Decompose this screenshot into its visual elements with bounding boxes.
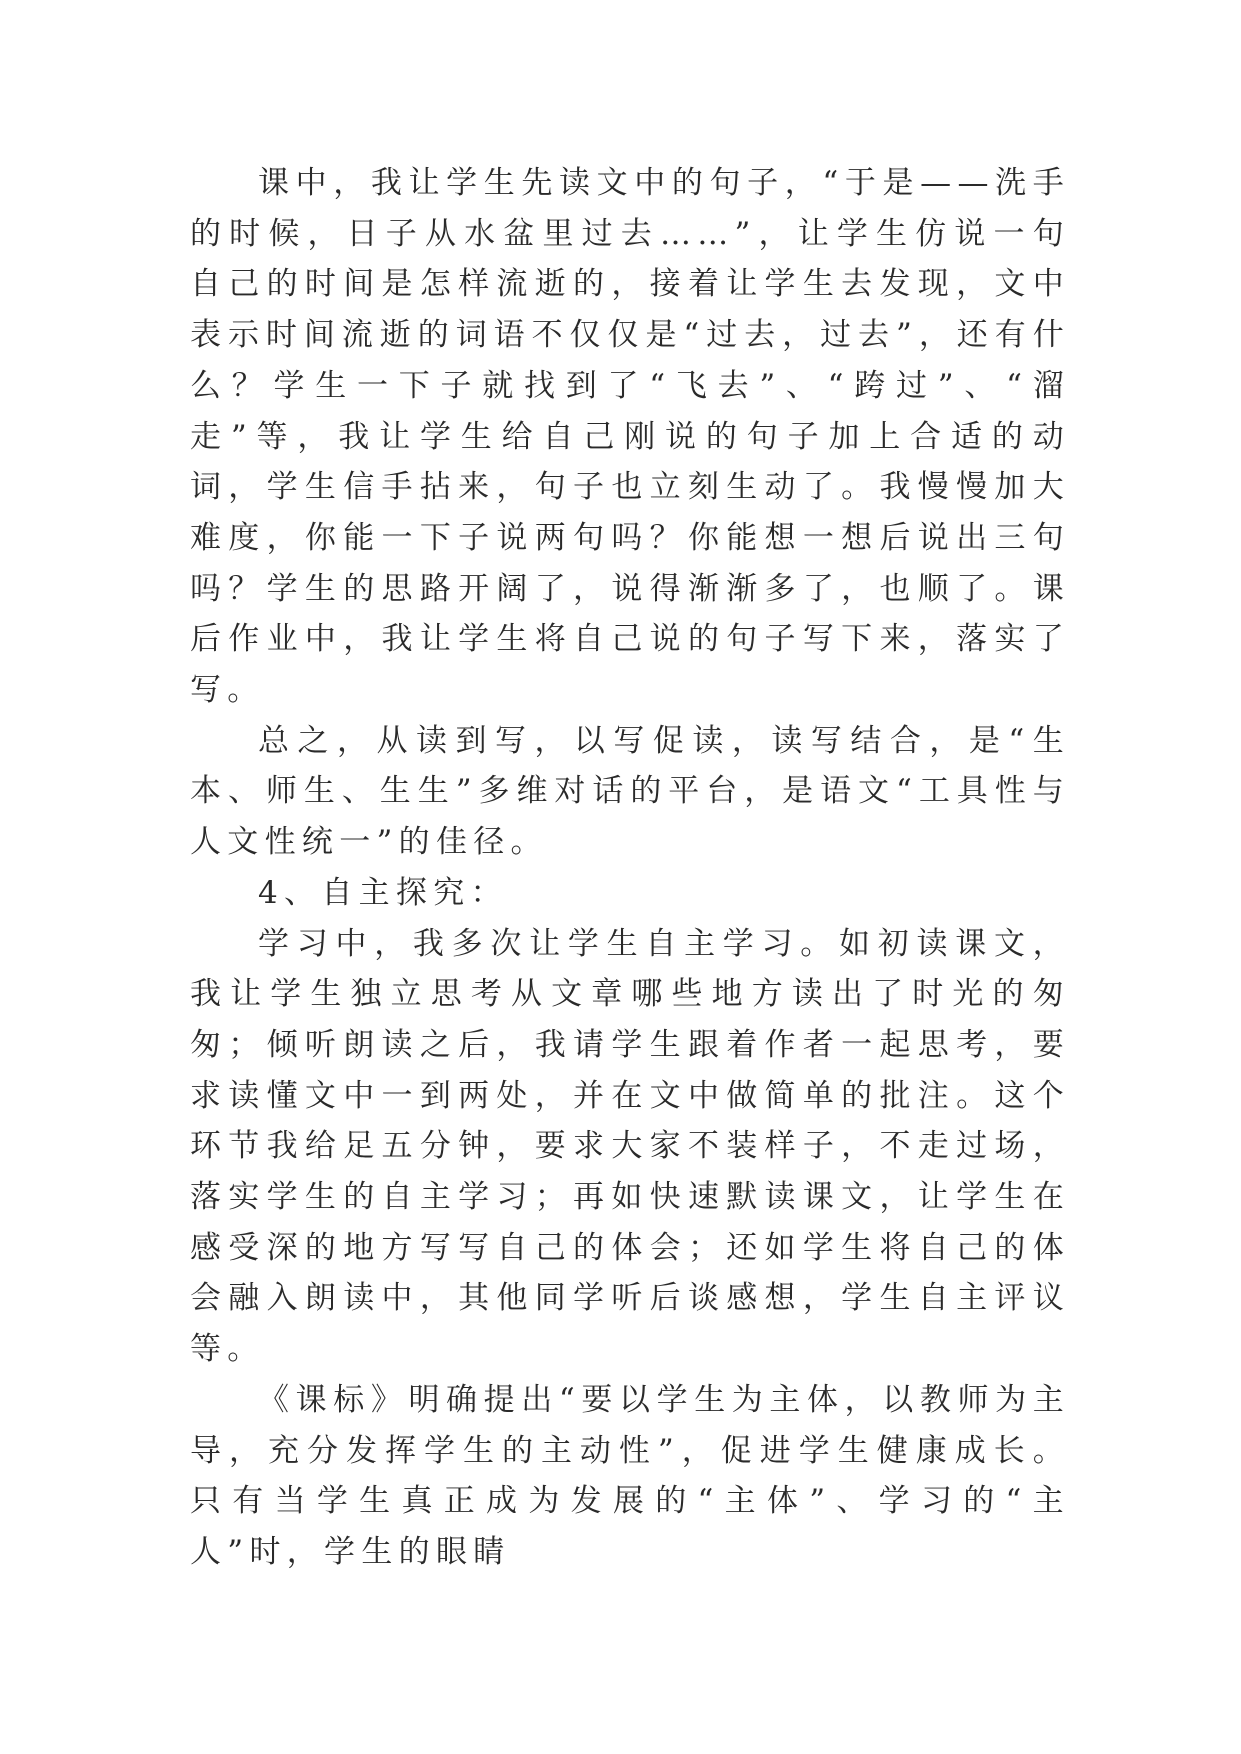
- document-body: [190, 158, 1070, 1578]
- paragraph-independent-learning: 学习中，我多次让学生自主学习。如初读课文，我让学生独立思考从文章哪些地方读出了时光的匆匆；倾听朗读之后，我请学生跟着作者一起思考，要求读懂文中一到两处，并在文中做简单的批注。这个环节我给足五分钟，要求大家不装样子，不走过场，落实学生的自主学习；再如快速默读课文，让学生在感受深的地方写写自己的体会；还如学生将自己的体会融入朗读中，其他同学听后谈感想，学生自主评议等。: [190, 925, 1070, 1368]
- paragraph-curriculum-standard: 《课标》明确提出“要以学生为主体，以教师为主导，充分发挥学生的主动性”，促进学生健康成长。只有当学生真正成为发展的“主体”、学习的“主人”时，学生的眼睛: [190, 1381, 1070, 1570]
- paragraph-reading-writing: 课中，我让学生先读文中的句子，“于是——洗手的时候，日子从水盆里过去……”，让学生仿说一句自己的时间是怎样流逝的，接着让学生去发现，文中表示时间流逝的词语不仅仅是“过去，过去”，还有什么？学生一下子就找到了“飞去”、“跨过”、“溜走”等，我让学生给自己刚说的句子加上合适的动词，学生信手拈来，句子也立刻生动了。我慢慢加大难度，你能一下子说两句吗？你能想一想后说出三句吗？学生的思路开阔了，说得渐渐多了，也顺了。课后作业中，我让学生将自己说的句子写下来，落实了写。: [190, 165, 1070, 709]
- paragraph-summary: 总之，从读到写，以写促读，读写结合，是“生本、师生、生生”多维对话的平台，是语文“工具性与人文性统一”的佳径。: [190, 722, 1070, 861]
- section-heading-independent-inquiry: 4、自主探究：: [258, 874, 508, 911]
